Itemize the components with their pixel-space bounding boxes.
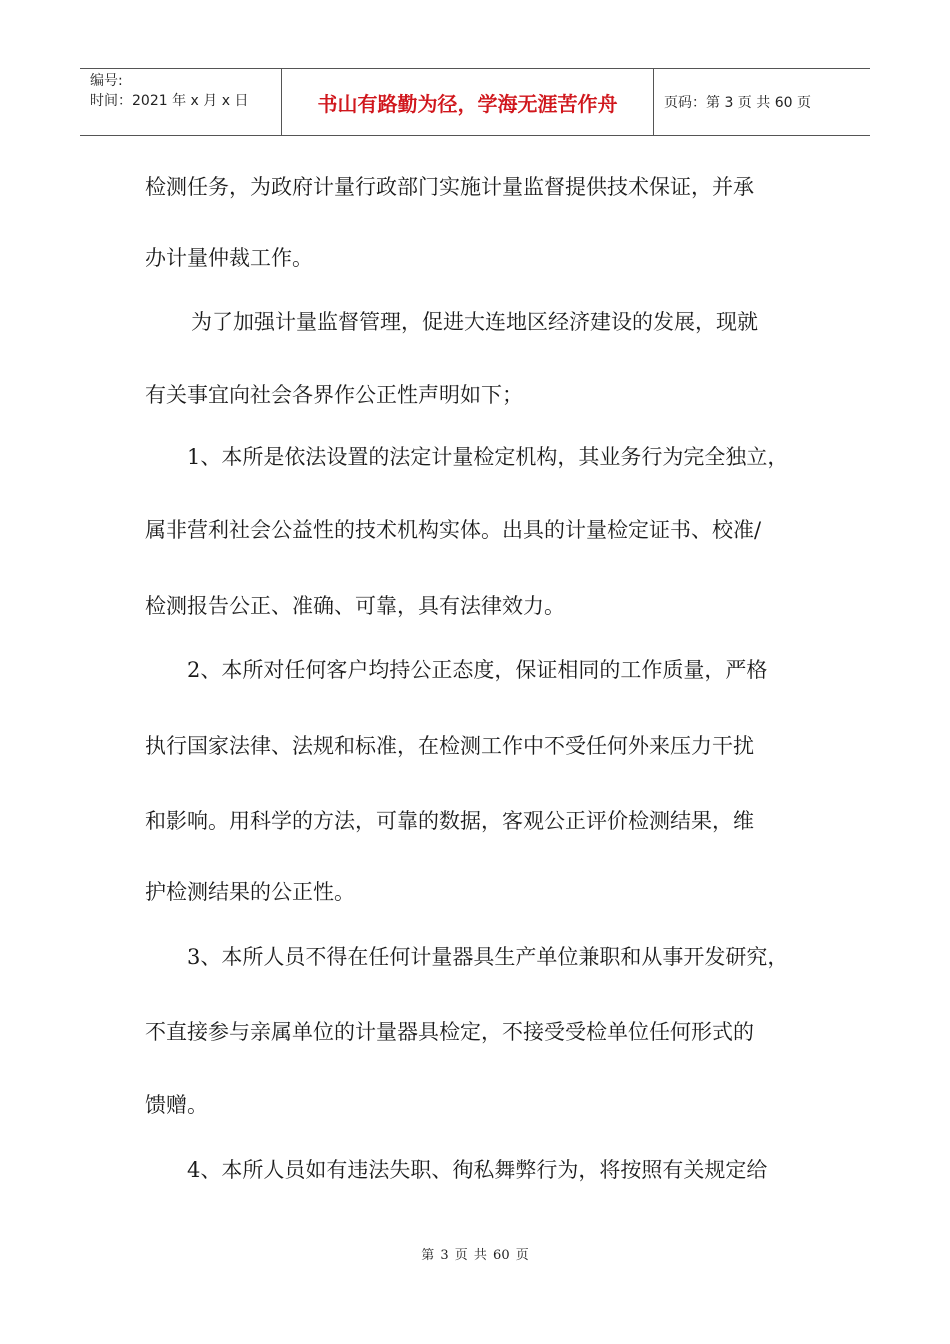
body-line: 为了加强计量监督管理，促进大连地区经济建设的发展，现就	[191, 310, 758, 334]
body-line: 不直接参与亲属单位的计量器具检定，不接受受检单位任何形式的	[145, 1020, 754, 1044]
page-footer: 第 3 页 共 60 页	[421, 1248, 529, 1263]
document-time-label: 时间：2021 年 x 月 x 日	[90, 93, 249, 109]
body-line: 和影响。用科学的方法，可靠的数据，客观公正评价检测结果，维	[145, 809, 754, 833]
body-line: 2、本所对任何客户均持公正态度，保证相同的工作质量，严格	[187, 658, 768, 682]
body-line: 1、本所是依法设置的法定计量检定机构，其业务行为完全独立，	[187, 445, 789, 469]
header-motto: 书山有路勤为径，学海无涯苦作舟	[282, 69, 654, 135]
body-line: 办计量仲裁工作。	[145, 246, 313, 270]
body-line: 检测报告公正、准确、可靠，具有法律效力。	[145, 594, 565, 618]
body-line: 护检测结果的公正性。	[145, 880, 355, 904]
body-line: 3、本所人员不得在任何计量器具生产单位兼职和从事开发研究，	[187, 945, 789, 969]
body-line: 4、本所人员如有违法失职、徇私舞弊行为，将按照有关规定给	[187, 1158, 768, 1182]
body-line: 有关事宜向社会各界作公正性声明如下；	[145, 383, 523, 407]
body-line: 馈赠。	[145, 1093, 208, 1117]
body-line: 检测任务，为政府计量行政部门实施计量监督提供技术保证，并承	[145, 175, 754, 199]
body-line: 执行国家法律、法规和标准，在检测工作中不受任何外来压力干扰	[145, 734, 754, 758]
page-header	[80, 68, 870, 136]
document-number-label: 编号:	[90, 73, 123, 89]
body-line: 属非营利社会公益性的技术机构实体。出具的计量检定证书、校准/	[145, 518, 762, 542]
header-meta	[80, 69, 282, 135]
header-page-info: 页码：第 3 页 共 60 页	[664, 95, 811, 111]
